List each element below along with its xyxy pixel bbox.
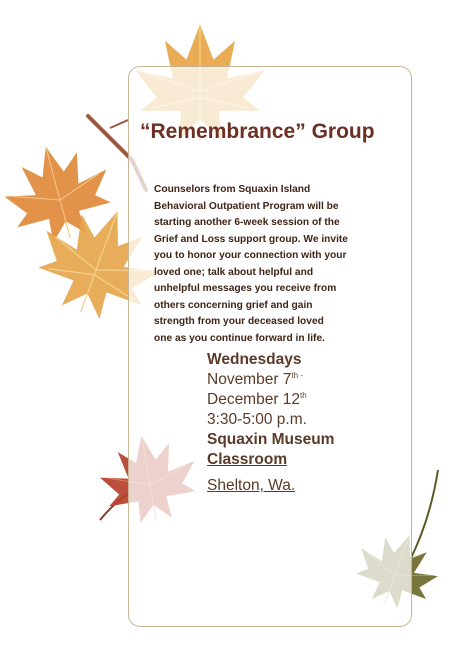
end-date-text: December 12 bbox=[207, 391, 301, 408]
description-line: starting another 6-week session of the bbox=[154, 217, 340, 228]
event-time: 3:30-5:00 p.m. bbox=[207, 411, 307, 428]
flyer-title: “Remembrance” Group bbox=[140, 120, 375, 143]
start-date-suffix: th bbox=[291, 370, 299, 380]
event-details bbox=[207, 350, 407, 496]
description-line: you to honor your connection with your bbox=[154, 250, 347, 261]
description-line: others concerning grief and gain bbox=[154, 299, 313, 311]
description-line: unhelpful messages you receive from bbox=[154, 283, 337, 294]
description-line: Grief and Loss support group. We invite bbox=[154, 233, 348, 245]
start-date-dash: - bbox=[298, 370, 303, 380]
event-day: Wednesdays bbox=[207, 351, 302, 368]
event-end-date bbox=[207, 390, 407, 410]
description-line: Counselors from Squaxin Island bbox=[154, 184, 311, 195]
event-room: Classroom bbox=[207, 451, 288, 468]
description-line: strength from your deceased loved bbox=[154, 316, 324, 327]
event-city: Shelton, Wa. bbox=[207, 477, 296, 494]
start-date-text: November 7 bbox=[207, 371, 292, 388]
flyer-description bbox=[154, 182, 406, 347]
event-venue: Squaxin Museum bbox=[207, 431, 335, 448]
event-start-date bbox=[207, 370, 407, 390]
description-line: one as you continue forward in life. bbox=[154, 332, 325, 344]
description-line: Behavioral Outpatient Program will be bbox=[154, 200, 339, 212]
end-date-suffix: th bbox=[300, 390, 307, 400]
description-line: loved one; talk about helpful and bbox=[154, 266, 314, 278]
